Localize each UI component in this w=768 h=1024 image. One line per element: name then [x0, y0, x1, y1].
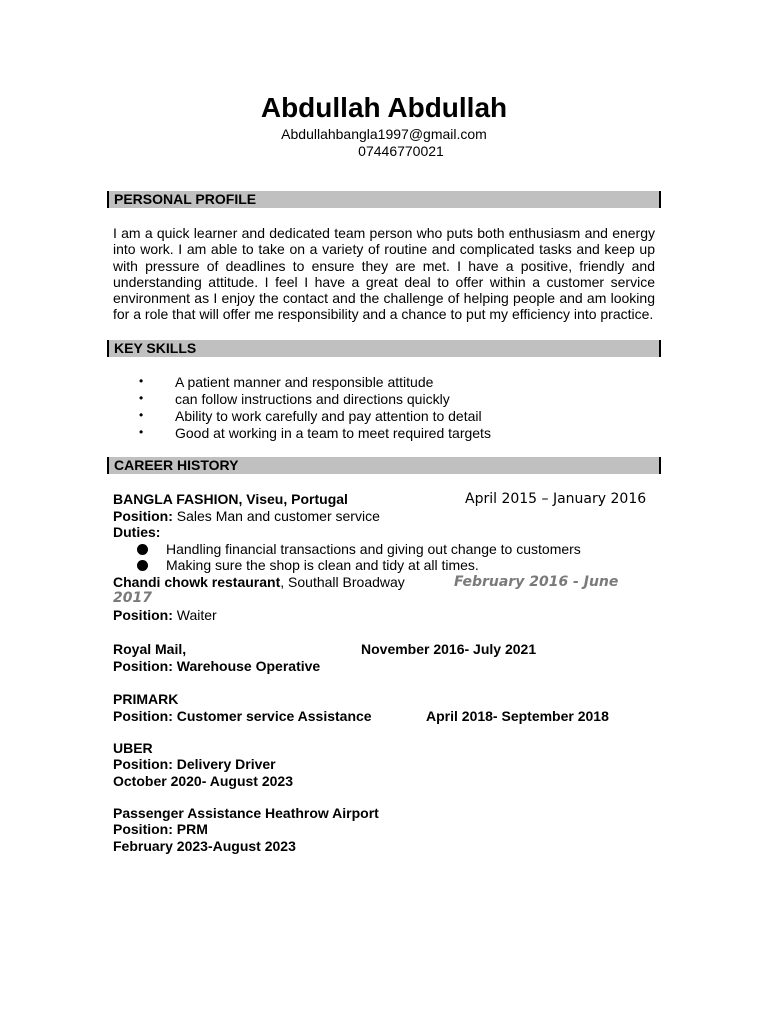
job-position: Position: Delivery Driver [113, 756, 276, 772]
duty-text: Making sure the shop is clean and tidy at all times. [166, 557, 479, 573]
section-heading-career-history [107, 457, 661, 474]
job-position [113, 607, 217, 623]
job-dates: April 2015 – January 2016 [465, 491, 647, 507]
job-dates: November 2016- July 2021 [361, 641, 537, 657]
job-dates-continued: 2017 [113, 590, 152, 606]
bullet-icon [137, 560, 148, 571]
candidate-name: Abdullah Abdullah [260, 92, 508, 123]
section-heading-label: KEY SKILLS [114, 340, 197, 356]
section-heading-label: PERSONAL PROFILE [114, 191, 257, 207]
employer-uber: UBER [113, 740, 153, 756]
position-value: Waiter [172, 607, 217, 623]
employer-royal-mail: Royal Mail, [113, 641, 187, 657]
employer-location: , Southall Broadway [280, 574, 405, 590]
bullet-icon: • [139, 425, 144, 439]
job-position: Position: Warehouse Operative [113, 658, 321, 674]
position-label: Position: [113, 607, 173, 623]
phone-text: 07446770021 [358, 143, 444, 159]
bullet-icon: • [139, 391, 144, 405]
employer-name: Chandi chowk restaurant [113, 574, 281, 590]
section-heading-personal-profile [107, 191, 661, 208]
skill-text: A patient manner and responsible attitude [175, 374, 434, 390]
employer-heathrow: Passenger Assistance Heathrow Airport [113, 805, 379, 821]
duties-label: Duties: [113, 524, 161, 540]
bullet-icon [137, 544, 148, 555]
job-dates: February 2023-August 2023 [113, 838, 296, 854]
duty-text: Handling financial transactions and giving out change to customers [166, 541, 581, 557]
email-text: Abdullahbangla1997@gmail.com [281, 126, 487, 142]
job-position: Position: Customer service Assistance [113, 708, 372, 724]
position-value: Sales Man and customer service [172, 508, 380, 524]
job-dates: February 2016 - June [454, 574, 619, 590]
job-position: Position: PRM [113, 821, 208, 837]
section-heading-key-skills [107, 340, 661, 357]
job-dates: October 2020- August 2023 [113, 773, 293, 789]
bullet-icon: • [139, 374, 144, 388]
section-heading-label: CAREER HISTORY [114, 457, 239, 473]
position-label: Position: [113, 508, 173, 524]
skill-text: Ability to work carefully and pay attention to detail [175, 408, 482, 424]
employer-bangla-fashion: BANGLA FASHION, Viseu, Portugal [113, 491, 348, 507]
bullet-icon: • [139, 408, 144, 422]
job-position [113, 508, 380, 524]
employer-chandi-chowk [113, 574, 405, 590]
skill-text: can follow instructions and directions quickly [175, 391, 450, 407]
employer-primark: PRIMARK [113, 691, 179, 707]
skill-text: Good at working in a team to meet required targets [175, 425, 491, 441]
profile-paragraph: I am a quick learner and dedicated team person who puts both enthusiasm and energy into work. I am able to take on a variety of routine and complicated tasks and keep up with pressure of deadlines to ensure they are met. I have a positive, friendly and understanding attitude. I feel I have a great deal to offer within a customer service environment as I enjoy the contact and the challenge of helping people and am looking for a role that will offer me responsibility and a chance to put my efficiency into practice. [113, 225, 655, 323]
job-dates: April 2018- September 2018 [426, 708, 609, 724]
